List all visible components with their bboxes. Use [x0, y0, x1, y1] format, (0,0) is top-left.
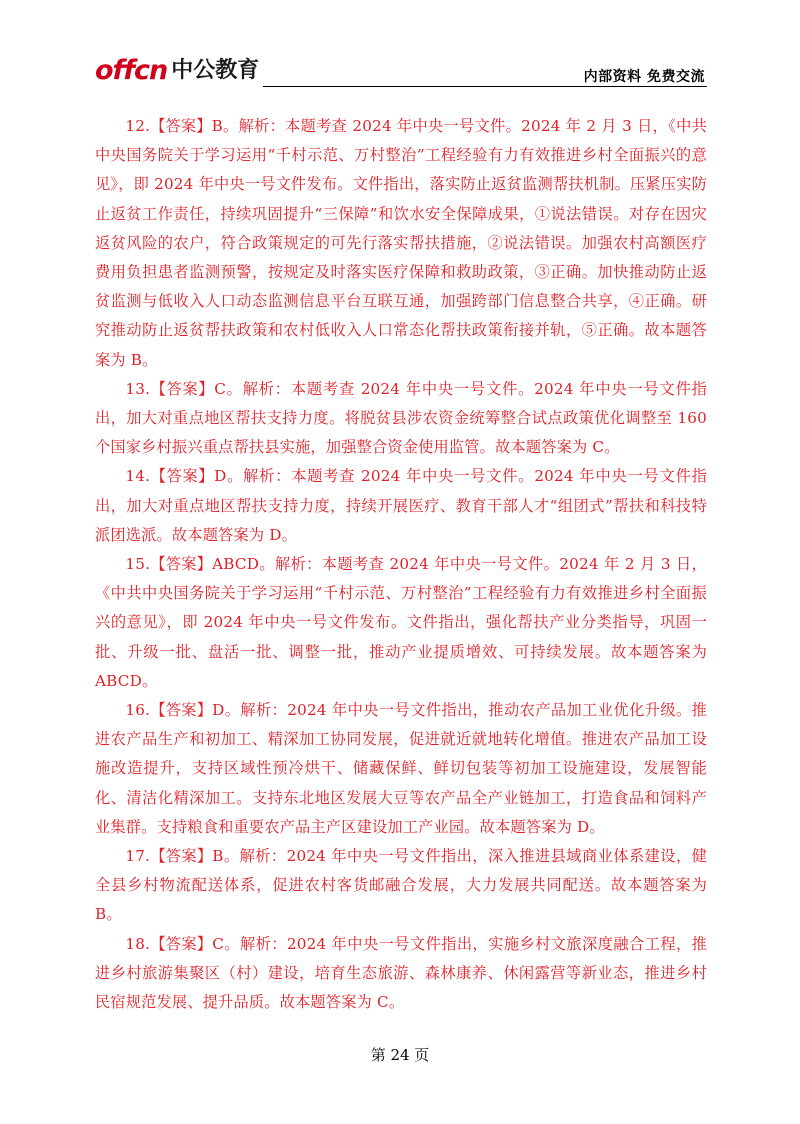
answer-number: 14.: [125, 467, 151, 486]
answer-item-13: [95, 375, 707, 463]
answer-label: 【答案】: [150, 117, 212, 135]
answer-item-12: [95, 112, 707, 375]
answer-item-15: [95, 550, 707, 696]
page-number: 第 24 页: [370, 1046, 430, 1064]
answer-label: 【答案】: [150, 555, 213, 574]
answer-number: 16.: [125, 701, 151, 720]
answer-list: [95, 112, 707, 1017]
answer-item-17: [95, 842, 707, 930]
logo-chinese-text: 中公教育: [171, 58, 260, 83]
answer-text: B。解析：本题考查 2024 年中央一号文件。2024 年 2 月 3 日，《中共中央国务院关于学习运用“千村示范、万村整治”工程经验有力有效推进乡村全面振兴的意见》，即 2024 年中央一号文件发布。文件指出，落实防止返贫监测帮扶机制。压紧压实防止返贫工作责任，持续巩固提升“三保障”和饮水安全保障成果，①说法错误。对存在因灾返贫风险的农户，符合政策规定的可先行落实帮扶措施，②说法错误。加强农村高额医疗费用负担患者监测预警，按规定及时落实医疗保障和救助政策，③正确。加快推动防止返贫监测与低收入人口动态监测信息平台互联互通，加强跨部门信息整合共享，④正确。研究推动防止返贫帮扶政策和农村低收入人口常态化帮扶政策衔接并轨，⑤正确。故本题答案为 B。: [95, 117, 707, 369]
answer-text: C。解析：2024 年中央一号文件指出，实施乡村文旅深度融合工程，推进乡村旅游集聚区（村）建设，培育生态旅游、森林康养、休闲露营等新业态，推进乡村民宿规范发展、提升品质。故本题答案为 C。: [95, 934, 708, 1012]
logo-latin-text: offcn: [95, 55, 168, 86]
answer-label: 【答案】: [150, 847, 213, 866]
answer-text: B。解析：2024 年中央一号文件指出，深入推进县域商业体系建设，健全县乡村物流配送体系，促进农村客货邮融合发展，大力发展共同配送。故本题答案为 B。: [95, 847, 707, 924]
answer-label: 【答案】: [150, 934, 213, 953]
answer-label: 【答案】: [150, 467, 215, 486]
answer-item-14: [95, 462, 707, 550]
answer-text: D。解析：本题考查 2024 年中央一号文件。2024 年中央一号文件指出，加大对重点地区帮扶支持力度，持续开展医疗、教育干部人才“组团式”帮扶和科技特派团选派。故本题答案为 D。: [95, 467, 708, 544]
answer-text: ABCD。解析：本题考查 2024 年中央一号文件。2024 年 2 月 3 日，《中共中央国务院关于学习运用“千村示范、万村整治”工程经验有力有效推进乡村全面振兴的意见》，即 2024 年中央一号文件发布。文件指出，强化帮扶产业分类指导，巩固一批、升级一批、盘活一批、调整一批，推动产业提质增效、可持续发展。故本题答案为 ABCD。: [95, 555, 707, 690]
answer-number: 17.: [125, 847, 151, 866]
answer-number: 18.: [125, 934, 151, 953]
answer-text: C。解析：本题考查 2024 年中央一号文件。2024 年中央一号文件指出，加大对重点地区帮扶支持力度。将脱贫县涉农资金统筹整合试点政策优化调整至 160 个国家乡村振兴重点帮扶县实施，加强整合资金使用监管。故本题答案为 C。: [95, 379, 707, 457]
answer-number: 13.: [125, 379, 151, 398]
header-right-note: 内部资料 免费交流: [583, 69, 705, 85]
answer-item-16: [95, 696, 707, 842]
answer-label: 【答案】: [150, 701, 213, 720]
answer-label: 【答案】: [150, 379, 215, 398]
page-header: [95, 52, 707, 92]
answer-text: D。解析：2024 年中央一号文件指出，推动农产品加工业优化升级。推进农产品生产和初加工、精深加工协同发展，促进就近就地转化增值。推进农产品加工设施改造提升，支持区域性预冷烘干、储藏保鲜、鲜切包装等初加工设施建设，发展智能化、清洁化精深加工。支持东北地区发展大豆等农产品全产业链加工，打造食品和饲料产业集群。支持粮食和重要农产品主产区建设加工产业园。故本题答案为 D。: [95, 701, 707, 836]
answer-number: 12.: [125, 117, 151, 135]
answer-number: 15.: [125, 555, 151, 574]
header-rule: [263, 86, 707, 87]
offcn-logo: [95, 56, 259, 86]
answer-item-18: [95, 930, 707, 1018]
